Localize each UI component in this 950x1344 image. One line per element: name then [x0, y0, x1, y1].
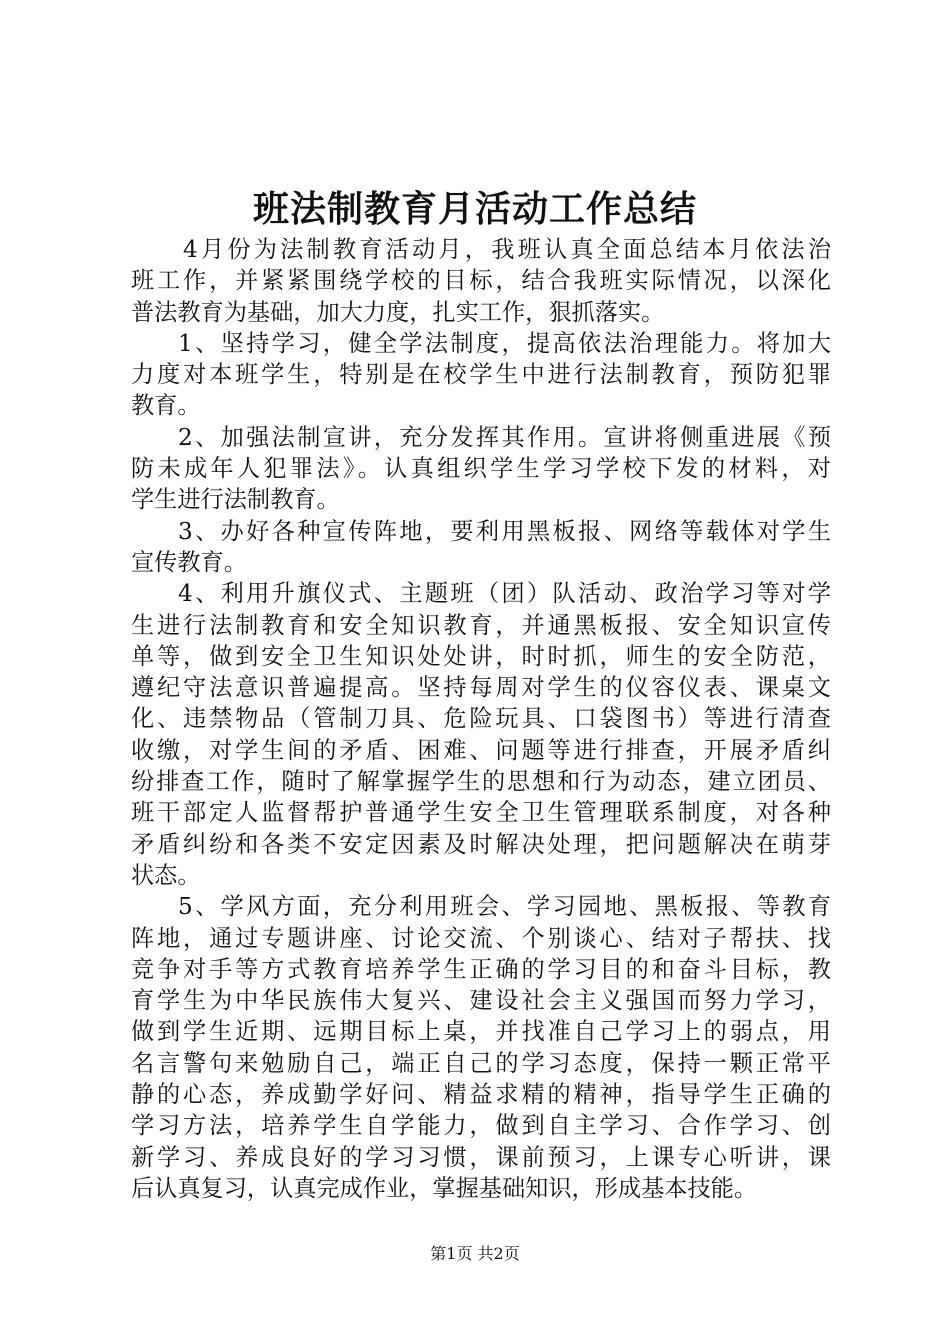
page-footer: 第1页 共2页	[430, 1244, 520, 1263]
text-line: 4月份为法制教育活动月，我班认真全面总结本月依法治	[183, 236, 831, 263]
text-line: 教育。	[131, 392, 201, 420]
text-line: 单等，做到安全卫生知识处处讲，时时抓，师生的安全防范，	[131, 642, 831, 670]
text-line: 做到学生近期、远期目标上桌，并找准自己学习上的弱点，用	[131, 1018, 831, 1046]
text-line: 3、办好各种宣传阵地，要利用黑板报、网络等载体对学生	[178, 517, 831, 545]
text-line: 矛盾纠纷和各类不安定因素及时解决处理，把问题解决在萌芽	[131, 830, 831, 858]
paragraph-item-1	[131, 328, 831, 422]
text-line: 普法教育为基础，加大力度，扎实工作，狠抓落实。	[131, 298, 665, 326]
text-line: 新学习、养成良好的学习习惯，课前预习，上课专心听讲，课	[131, 1143, 831, 1171]
text-line: 化、违禁物品（管制刀具、危险玩具、口袋图书）等进行清查	[131, 705, 831, 733]
text-line: 后认真复习，认真完成作业，掌握基础知识，形成基本技能。	[131, 1174, 758, 1202]
text-line: 防未成年人犯罪法》。认真组织学生学习学校下发的材料，对	[131, 455, 831, 483]
text-line: 阵地，通过专题讲座、讨论交流、个别谈心、结对子帮扶、找	[131, 924, 831, 952]
text-line: 遵纪守法意识普遍提高。坚持每周对学生的仪容仪表、课桌文	[131, 674, 831, 702]
paragraph-item-4	[131, 578, 831, 891]
text-line: 纷排查工作，随时了解掌握学生的思想和行为动态，建立团员、	[131, 768, 831, 796]
text-line: 学习方法，培养学生自学能力，做到自主学习、合作学习、创	[131, 1112, 831, 1140]
text-line: 5、学风方面，充分利用班会、学习园地、黑板报、等教育	[178, 893, 831, 921]
text-line: 生进行法制教育和安全知识教育，并通黑板报、安全知识宣传	[131, 611, 831, 639]
document-body	[131, 234, 831, 1204]
text-line: 静的心态，养成勤学好问、精益求精的精神，指导学生正确的	[131, 1081, 831, 1109]
text-line: 宣传教育。	[131, 548, 247, 576]
paragraph-item-2	[131, 422, 831, 516]
document-title: 班法制教育月活动工作总结	[252, 188, 697, 230]
text-line: 收缴，对学生间的矛盾、困难、问题等进行排查，开展矛盾纠	[131, 736, 831, 764]
paragraph-intro	[131, 234, 831, 328]
text-line: 育学生为中华民族伟大复兴、建设社会主义强国而努力学习，	[131, 987, 831, 1015]
text-line: 班干部定人监督帮护普通学生安全卫生管理联系制度，对各种	[131, 799, 831, 827]
paragraph-item-3	[131, 516, 831, 579]
text-line: 2、加强法制宣讲，充分发挥其作用。宣讲将侧重进展《预	[178, 423, 831, 451]
text-line: 状态。	[131, 861, 201, 889]
text-line: 竞争对手等方式教育培养学生正确的学习目的和奋斗目标，教	[131, 955, 831, 983]
text-line: 1、坚持学习，健全学法制度，提高依法治理能力。将加大	[178, 329, 831, 357]
text-line: 4、利用升旗仪式、主题班（团）队活动、政治学习等对学	[178, 580, 831, 608]
text-line: 学生进行法制教育。	[131, 486, 340, 514]
paragraph-item-5	[131, 891, 831, 1204]
text-line: 力度对本班学生，特别是在校学生中进行法制教育，预防犯罪	[131, 361, 831, 389]
text-line: 名言警句来勉励自己，端正自己的学习态度，保持一颗正常平	[131, 1049, 831, 1077]
text-line: 班工作，并紧紧围绕学校的目标，结合我班实际情况，以深化	[131, 267, 831, 295]
